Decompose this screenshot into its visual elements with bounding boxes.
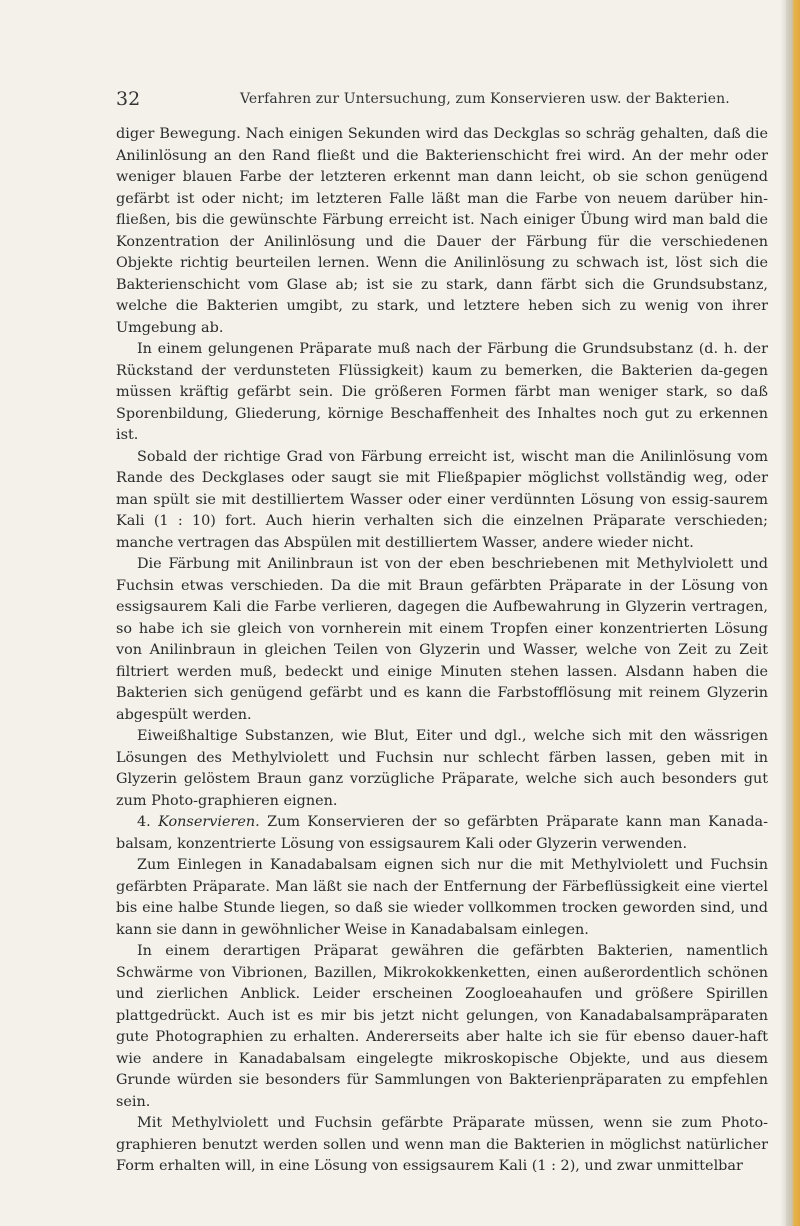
page-edge [786, 0, 800, 1226]
paragraph-6: Zum Einlegen in Kanadabalsam eignen sich nur die mit Methylviolett und Fuchsin gefärbten Präparate. Man läßt sie nach der Entfernung der Färbeflüssigkeit eine viertel bis eine halbe Stunde liegen, so daß sie wieder vollkommen trocken geworden sind, und kann sie dann in gewöhnlicher Weise in Kanadabalsam einlegen. [116, 857, 768, 938]
section-konservieren [116, 812, 768, 855]
running-head: Verfahren zur Untersuchung, zum Konservieren usw. der Bakterien. [240, 91, 730, 107]
section-text: Zum Konservieren der so gefärbten Präparate kann man Kanada-balsam, konzentrierte Lösung von essigsaurem Kali oder Glyzerin verwenden. [116, 814, 768, 852]
body-text [116, 124, 768, 1178]
section-heading: Konservieren. [158, 814, 260, 830]
paragraph-1: diger Bewegung. Nach einigen Sekunden wird das Deckglas so schräg gehalten, daß die Anilinlösung an den Rand fließt und die Bakterienschicht frei wird. An der mehr oder weniger blauen Farbe der letzteren erkennt man dann leicht, ob sie schon genügend gefärbt ist oder nicht; im letzteren Falle läßt man die Farbe von neuem darüber hin-fließen, bis die gewünschte Färbung erreicht ist. Nach einiger Übung wird man bald die Konzentration der Anilinlösung und die Dauer der Färbung für die verschiedenen Objekte richtig beurteilen lernen. Wenn die Anilinlösung zu schwach ist, löst sich die Bakterienschicht vom Glase ab; ist sie zu stark, dann färbt sich die Grundsubstanz, welche die Bakterien umgibt, zu stark, und letztere heben sich zu wenig von ihrer Umgebung ab. [116, 126, 768, 336]
paragraph-2: In einem gelungenen Präparate muß nach der Färbung die Grundsubstanz (d. h. der Rückstand der verdunsteten Flüssigkeit) kaum zu bemerken, die Bakterien da-gegen müssen kräftig gefärbt sein. Die größeren Formen färbt man weniger stark, so daß Sporenbildung, Gliederung, körnige Beschaffenheit des Inhaltes noch gut zu erkennen ist. [116, 341, 768, 443]
paragraph-4: Die Färbung mit Anilinbraun ist von der eben beschriebenen mit Methylviolett und Fuchsin etwas verschieden. Da die mit Braun gefärbten Präparate in der Lösung von essigsaurem Kali die Farbe verlieren, dagegen die Aufbewahrung in Glyzerin vertragen, so habe ich sie gleich von vornherein mit einem Tropfen einer konzentrierten Lösung von Anilinbraun in gleichen Teilen von Glyzerin und Wasser, welche von Zeit zu Zeit filtriert werden muß, bedeckt und einige Minuten stehen lassen. Alsdann haben die Bakterien sich genügend gefärbt und es kann die Farbstofflösung mit reinem Glyzerin abgespült werden. [116, 556, 768, 723]
page-header [116, 88, 776, 112]
paragraph-7: In einem derartigen Präparat gewähren die gefärbten Bakterien, namentlich Schwärme von Vibrionen, Bazillen, Mikrokokkenketten, einen außerordentlich schönen und zierlichen Anblick. Leider erscheinen Zoogloeahaufen und größere Spirillen plattgedrückt. Auch ist es mir bis jetzt nicht gelungen, von Kanadabalsampräparaten gute Photographien zu erhalten. Andererseits aber halte ich sie für ebenso dauer-haft wie andere in Kanadabalsam eingelegte mikroskopische Objekte, und aus diesem Grunde würden sie besonders für Sammlungen von Bakterienpräparaten zu empfehlen sein. [116, 943, 768, 1110]
paragraph-5: Eiweißhaltige Substanzen, wie Blut, Eiter und dgl., welche sich mit den wässrigen Lösungen des Methylviolett und Fuchsin nur schlecht färben lassen, geben mit in Glyzerin gelöstem Braun ganz vorzügliche Präparate, welche sich auch besonders gut zum Photo-graphieren eignen. [116, 728, 768, 809]
page-number: 32 [116, 88, 141, 110]
section-number: 4. [137, 814, 151, 830]
paragraph-3: Sobald der richtige Grad von Färbung erreicht ist, wischt man die Anilinlösung vom Rande des Deckglases oder saugt sie mit Fließpapier möglichst vollständig weg, oder man spült sie mit destilliertem Wasser oder einer verdünnten Lösung von essig-saurem Kali (1 : 10) fort. Auch hierin verhalten sich die einzelnen Präparate verschieden; manche vertragen das Abspülen mit destilliertem Wasser, andere wieder nicht. [116, 448, 768, 551]
paragraph-8: Mit Methylviolett und Fuchsin gefärbte Präparate müssen, wenn sie zum Photo-graphieren benutzt werden sollen und wenn man die Bakterien in möglichst natürlicher Form erhalten will, in eine Lösung von essigsaurem Kali (1 : 2), und zwar unmittelbar [116, 1115, 768, 1174]
